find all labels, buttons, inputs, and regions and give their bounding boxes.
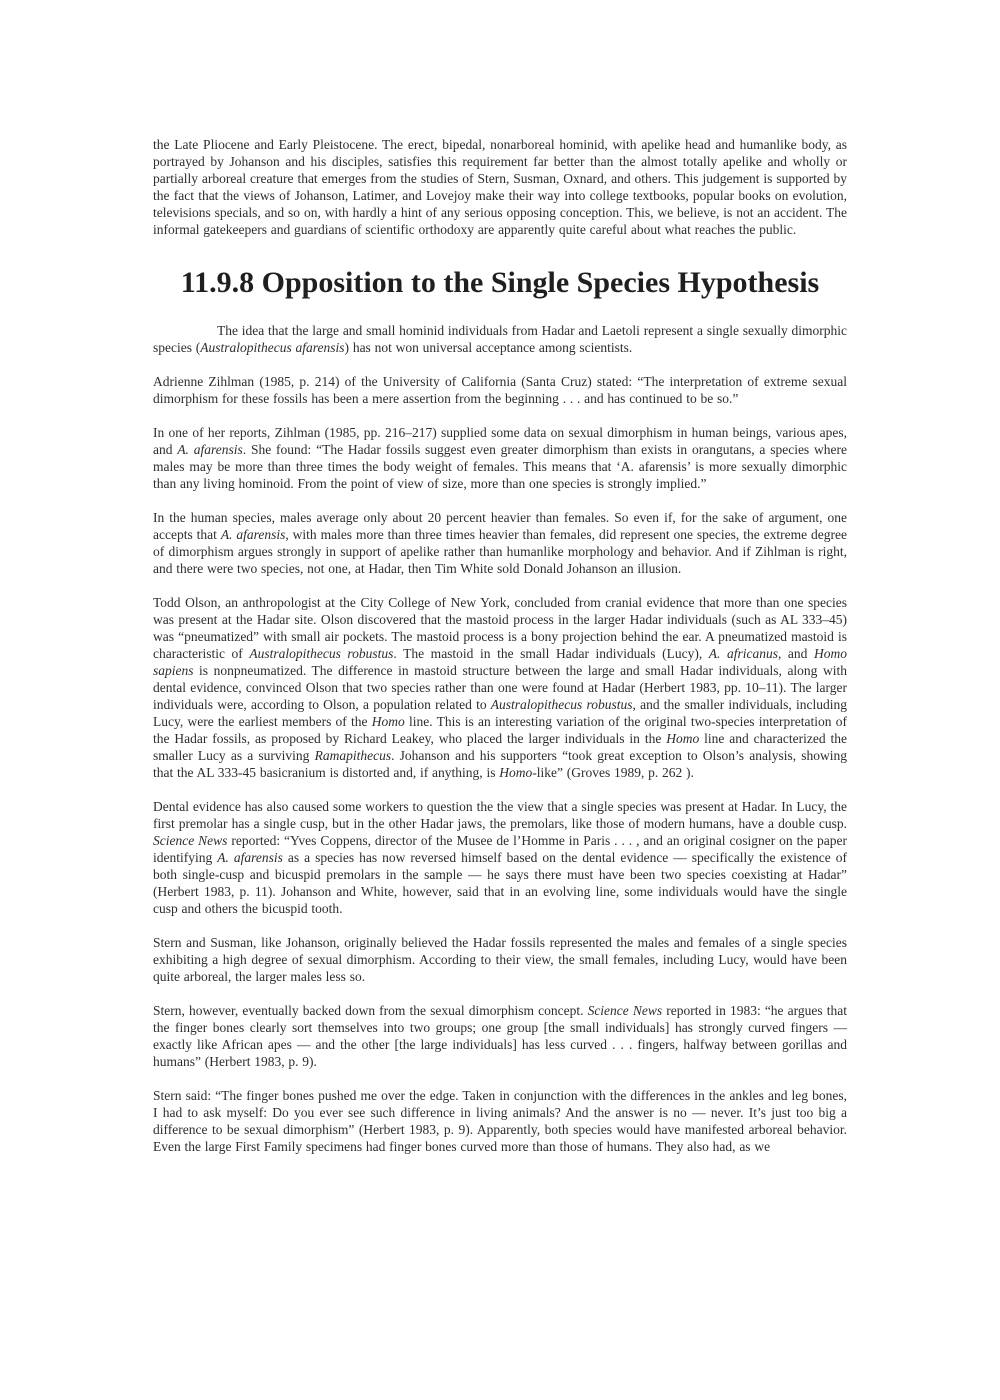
paragraph-stern-said: Stern said: “The finger bones pushed me over the edge. Taken in conjunction with the differences in the ankles and leg bones, I had to ask myself: Do you ever see such difference in living animals? And the answer is no — never. It’s just too big a difference to be sexual dimorphism” (Herbert 1983, p. 9). Apparently, both species would have manifested arboreal behavior. Even the large First Family specimens had finger bones curved more than those of humans. They also had, as we	[153, 1088, 847, 1154]
paragraph-stern-susman: Stern and Susman, like Johanson, originally believed the Hadar fossils represented the males and females of a single species exhibiting a high degree of sexual dimorphism. According to their view, the small females, including Lucy, would have been quite arboreal, the larger males less so.	[153, 935, 847, 984]
section-heading: 11.9.8 Opposition to the Single Species Hypothesis	[180, 266, 820, 299]
paragraph-lead: The idea that the large and small hominid individuals from Hadar and Laetoli represent a single sexually dimorphic species (Australopithecus afarensis) has not won universal acceptance among scientists.	[153, 323, 847, 355]
paragraph-dental-evidence: Dental evidence has also caused some workers to question the the view that a single species was present at Hadar. In Lucy, the first premolar has a single cusp, but in the other Hadar jaws, the premolars, like those of modern humans, have a double cusp. Science News reported: “Yves Coppens, director of the Musee de l’Homme in Paris . . . , and an original cosigner on the paper identifying A. afarensis as a species has now reversed himself based on the dental evidence — specifically the existence of both single-cusp and bicuspid premolars in the sample — he says there must have been two species coexisting at Hadar” (Herbert 1983, p. 11). Johanson and White, however, said that in an evolving line, some individuals would have the single cusp and others the bicuspid tooth.	[153, 799, 848, 916]
paragraph-continuation: the Late Pliocene and Early Pleistocene. The erect, bipedal, nonarboreal hominid, with apelike head and humanlike body, as portrayed by Johanson and his disciples, satisfies this requirement far better than the almost totally apelike and wholly or partially arboreal creature that emerges from the studies of Stern, Susman, Oxnard, and others. This judgement is supported by the fact that the views of Johanson, Latimer, and Lovejoy make their way into college textbooks, popular books on evolution, televisions specials, and so on, with hardly a hint of any serious opposing conception. This, we believe, is not an accident. The informal gatekeepers and guardians of scientific orthodoxy are apparently quite careful about what reaches the public.	[153, 137, 847, 237]
paragraph-todd-olson: Todd Olson, an anthropologist at the City College of New York, concluded from cranial evidence that more than one species was present at the Hadar site. Olson discovered that the mastoid process in the larger Hadar individuals (such as AL 333–45) was “pneumatized” with small air pockets. The mastoid process is a bony projection behind the ear. A pneumatized mastoid is characteristic of Australopithecus robustus. The mastoid in the small Hadar individuals (Lucy), A. africanus, and Homo sapiens is nonpneumatized. The difference in mastoid structure between the large and small Hadar individuals, along with dental evidence, convinced Olson that two species rather than one were found at Hadar (Herbert 1983, pp. 10–11). The larger individuals were, according to Olson, a population related to Australopithecus robustus, and the smaller individuals, including Lucy, were the earliest members of the Homo line. This is an interesting variation of the original two-species interpretation of the Hadar fossils, as proposed by Richard Leakey, who placed the larger individuals in the Homo line and characterized the smaller Lucy as a surviving Ramapithecus. Johanson and his supporters “took great exception to Olson’s analysis, showing that the AL 333-45 basicranium is distorted and, if anything, is Homo-like” (Groves 1989, p. 262 ).	[153, 595, 848, 780]
paragraph-zihlman-quote: Adrienne Zihlman (1985, p. 214) of the University of California (Santa Cruz) stated: “The interpretation of extreme sexual dimorphism for these fossils has been a mere assertion from the beginning . . . and has continued to be so.”	[153, 374, 847, 406]
paragraph-stern-backed-down: Stern, however, eventually backed down from the sexual dimorphism concept. Science News reported in 1983: “he argues that the finger bones clearly sort themselves into two groups; one group [the small individuals] has strongly curved fingers — exactly like African apes — and the other [the large individuals] has less curved . . . fingers, halfway between gorillas and humans” (Herbert 1983, p. 9).	[153, 1003, 848, 1069]
paragraph-zihlman-report: In one of her reports, Zihlman (1985, pp. 216–217) supplied some data on sexual dimorphism in human beings, various apes, and A. afarensis. She found: “The Hadar fossils suggest even greater dimorphism than exists in orangutans, a species where males may be more than three times the body weight of females. This means that ‘A. afarensis’ is more sexually dimorphic than any living hominoid. From the point of view of size, more than one species is strongly implied.”	[153, 425, 847, 491]
paragraph-human-species: In the human species, males average only about 20 percent heavier than females. So even if, for the sake of argument, one accepts that A. afarensis, with males more than three times heavier than females, did represent one species, the extreme degree of dimorphism argues strongly in support of apelike rather than humanlike morphology and behavior. And if Zihlman is right, and there were two species, not one, at Hadar, then Tim White sold Donald Johanson an illusion.	[153, 510, 847, 576]
